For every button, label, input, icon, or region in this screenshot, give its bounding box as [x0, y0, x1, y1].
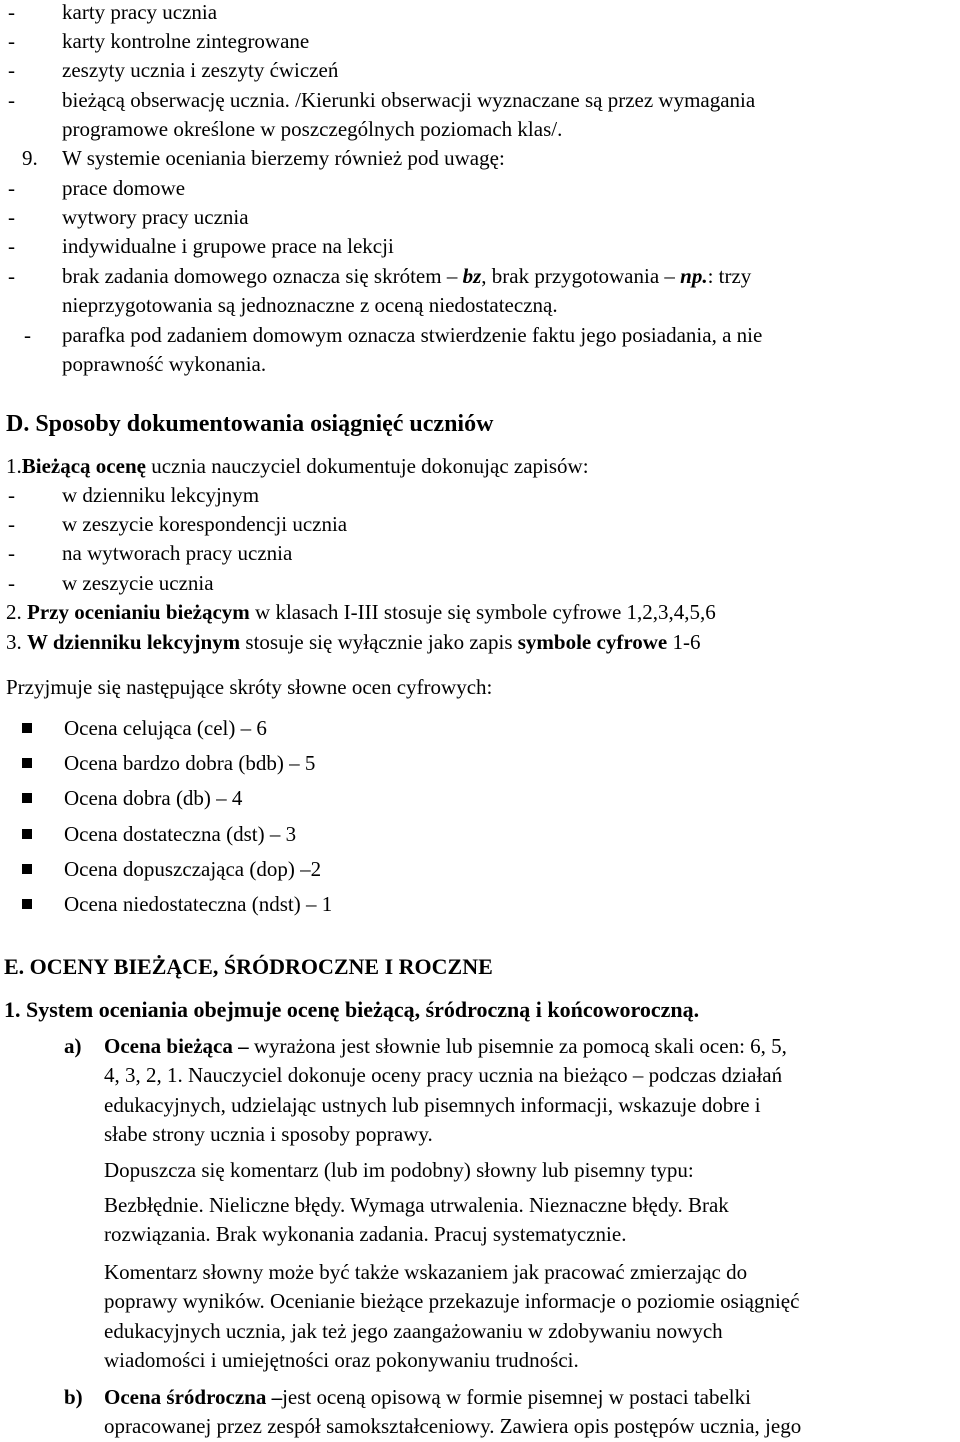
paragraph-line: rozwiązania. Brak wykonania zadania. Pracuj systematycznie. [104, 1222, 627, 1246]
square-bullet-icon [22, 793, 32, 803]
dash-marker: - [8, 205, 15, 229]
list-item: wytwory pracy ucznia [62, 205, 249, 229]
dash-marker: - [8, 512, 15, 536]
list-item: w zeszycie korespondencji ucznia [62, 512, 348, 536]
paragraph-line: edukacyjnych, udzielając ustnych lub pisemnych informacji, wskazuje dobre i [104, 1093, 761, 1117]
list-item: karty kontrolne zintegrowane [62, 29, 310, 53]
item-label: a) [64, 1034, 82, 1058]
dash-marker: - [8, 88, 15, 112]
paragraph-line: słabe strony ucznia i sposoby poprawy. [104, 1122, 433, 1146]
square-bullet-icon [22, 829, 32, 839]
item-label: b) [64, 1385, 83, 1409]
list-item: parafka pod zadaniem domowym oznacza stwierdzenie faktu jego posiadania, a nie [62, 323, 763, 347]
paragraph-line: Komentarz słowny może być także wskazaniem jak pracować zmierzając do [104, 1260, 748, 1284]
dash-marker: - [8, 483, 15, 507]
list-item: w dzienniku lekcyjnym [62, 483, 260, 507]
section-heading: E. OCENY BIEŻĄCE, ŚRÓDROCZNE I ROCZNE [4, 954, 493, 979]
square-bullet-icon [22, 864, 32, 874]
paragraph-line: opracowanej przez zespół samokształceniowy. Zawiera opis postępów ucznia, jego [104, 1414, 802, 1438]
dash-marker: - [8, 264, 15, 288]
list-item: prace domowe [62, 176, 186, 200]
square-bullet-icon [22, 899, 32, 909]
observation-line: programowe określone w poszczególnych poziomach klas/. [62, 117, 563, 141]
paragraph-line: wiadomości i umiejętności oraz pokonywaniu trudności. [104, 1348, 579, 1372]
paragraph: 1.Bieżącą ocenę ucznia nauczyciel dokumentuje dokonując zapisów: [6, 454, 589, 478]
list-item: karty pracy ucznia [62, 0, 218, 24]
paragraph-line: poprawy wyników. Ocenianie bieżące przekazuje informacje o poziomie osiągnięć [104, 1289, 800, 1313]
dash-marker: - [8, 29, 15, 53]
paragraph-line: 4, 3, 2, 1. Nauczyciel dokonuje oceny pracy ucznia na bieżąco – podczas działań [104, 1063, 783, 1087]
paragraph-line: edukacyjnych ucznia, jak też jego zaangażowaniu w zdobywaniu nowych [104, 1319, 723, 1343]
item-text: W systemie oceniania bierzemy również pod uwagę: [62, 146, 505, 170]
dash-marker: - [8, 0, 15, 24]
observation-line: bieżącą obserwację ucznia. /Kierunki obserwacji wyznaczane są przez wymagania [62, 88, 756, 112]
paragraph: Przyjmuje się następujące skróty słowne ocen cyfrowych: [6, 675, 493, 699]
square-bullet-icon [22, 758, 32, 768]
grade-item: Ocena dopuszczająca (dop) –2 [64, 857, 322, 881]
list-item-brak: brak zadania domowego oznacza się skrótem – bz, brak przygotowania – np.: trzy [62, 264, 752, 288]
paragraph-line: Dopuszcza się komentarz (lub im podobny) słowny lub pisemny typu: [104, 1158, 694, 1182]
list-item-continuation: nieprzygotowania są jednoznaczne z oceną niedostateczną. [62, 293, 558, 317]
list-item: w zeszycie ucznia [62, 571, 214, 595]
paragraph: Ocena śródroczna –jest oceną opisową w formie pisemnej w postaci tabelki [104, 1385, 751, 1409]
dash-marker: - [8, 234, 15, 258]
grade-item: Ocena niedostateczna (ndst) – 1 [64, 892, 333, 916]
grade-item: Ocena bardzo dobra (bdb) – 5 [64, 751, 316, 775]
paragraph: Ocena bieżąca – wyrażona jest słownie lub pisemnie za pomocą skali ocen: 6, 5, [104, 1034, 787, 1058]
item-number: 9. [22, 146, 38, 170]
dash-marker: - [8, 541, 15, 565]
section-point: 1. System oceniania obejmuje ocenę bieżącą, śródroczną i końcoworoczną. [4, 997, 700, 1022]
grade-item: Ocena dobra (db) – 4 [64, 786, 243, 810]
paragraph: 3. W dzienniku lekcyjnym stosuje się wyłącznie jako zapis symbole cyfrowe 1-6 [6, 630, 701, 654]
list-item: zeszyty ucznia i zeszyty ćwiczeń [62, 58, 339, 82]
list-item-continuation: poprawność wykonania. [62, 352, 267, 376]
square-bullet-icon [22, 723, 32, 733]
grade-item: Ocena celująca (cel) – 6 [64, 716, 267, 740]
list-item: na wytworach pracy ucznia [62, 541, 293, 565]
list-item: indywidualne i grupowe prace na lekcji [62, 234, 394, 258]
grade-item: Ocena dostateczna (dst) – 3 [64, 822, 297, 846]
paragraph: 2. Przy ocenianiu bieżącym w klasach I-III stosuje się symbole cyfrowe 1,2,3,4,5,6 [6, 600, 716, 624]
dash-marker: - [8, 176, 15, 200]
dash-marker: - [24, 323, 31, 347]
paragraph-line: Bezbłędnie. Nieliczne błędy. Wymaga utrwalenia. Nieznaczne błędy. Brak [104, 1193, 729, 1217]
section-heading: D. Sposoby dokumentowania osiągnięć uczniów [6, 411, 494, 437]
dash-marker: - [8, 58, 15, 82]
dash-marker: - [8, 571, 15, 595]
